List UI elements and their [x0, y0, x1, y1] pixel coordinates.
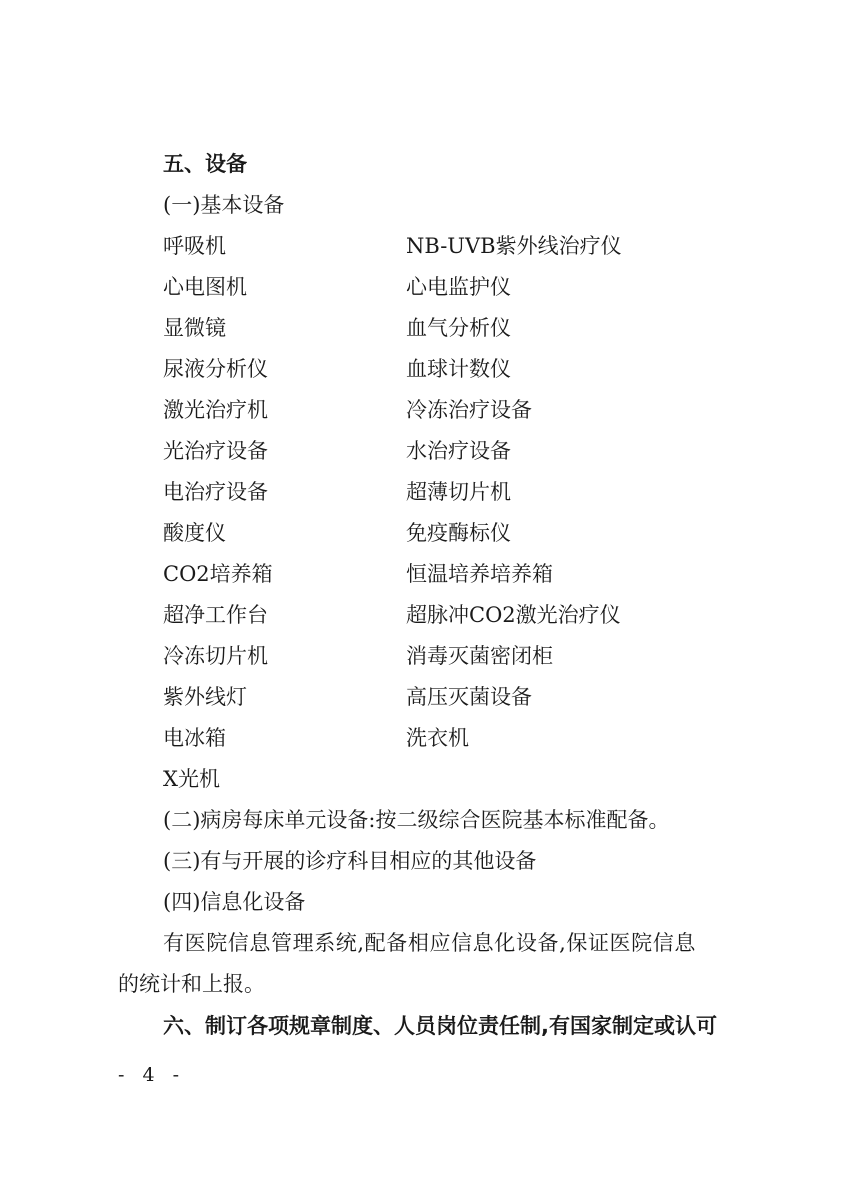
section-heading-regulations: 六、制订各项规章制度、人员岗位责任制,有国家制定或认可 — [163, 1014, 717, 1038]
equipment-item: 显微镜 — [163, 316, 226, 340]
subheading-it-equipment: (四)信息化设备 — [163, 890, 306, 914]
equipment-item: NB-UVB紫外线治疗仪 — [406, 234, 622, 258]
paragraph-line: 有医院信息管理系统,配备相应信息化设备,保证医院信息 — [163, 931, 696, 955]
equipment-item: 紫外线灯 — [163, 685, 247, 709]
equipment-item: CO2培养箱 — [163, 562, 273, 586]
equipment-item: 免疫酶标仪 — [406, 521, 511, 545]
subheading-ward-equipment: (二)病房每床单元设备:按二级综合医院基本标准配备。 — [163, 808, 670, 832]
subheading-basic-equipment: (一)基本设备 — [163, 193, 285, 217]
equipment-item: 血气分析仪 — [406, 316, 511, 340]
equipment-item: 心电图机 — [163, 275, 247, 299]
paragraph-line: 的统计和上报。 — [118, 972, 265, 996]
equipment-item: 呼吸机 — [163, 234, 226, 258]
section-heading-equipment: 五、设备 — [163, 152, 247, 176]
equipment-item: 水治疗设备 — [406, 439, 511, 463]
equipment-item: 电冰箱 — [163, 726, 226, 750]
equipment-item: 酸度仪 — [163, 521, 226, 545]
equipment-item: 超薄切片机 — [406, 480, 511, 504]
equipment-item: 心电监护仪 — [406, 275, 511, 299]
equipment-item: 恒温培养培养箱 — [406, 562, 553, 586]
equipment-item: 光治疗设备 — [163, 439, 268, 463]
equipment-item: 超净工作台 — [163, 603, 268, 627]
equipment-item: 血球计数仪 — [406, 357, 511, 381]
equipment-item: 高压灭菌设备 — [406, 685, 532, 709]
equipment-item: 超脉冲CO2激光治疗仪 — [406, 603, 621, 627]
equipment-item: 冷冻切片机 — [163, 644, 268, 668]
equipment-item: 电治疗设备 — [163, 480, 268, 504]
equipment-item: 尿液分析仪 — [163, 357, 268, 381]
page-number: - 4 - — [118, 1064, 186, 1086]
equipment-item: 洗衣机 — [406, 726, 469, 750]
subheading-other-equipment: (三)有与开展的诊疗科目相应的其他设备 — [163, 849, 537, 873]
equipment-item: 激光治疗机 — [163, 398, 268, 422]
equipment-item: X光机 — [163, 767, 220, 791]
equipment-item: 冷冻治疗设备 — [406, 398, 532, 422]
equipment-item: 消毒灭菌密闭柜 — [406, 644, 553, 668]
